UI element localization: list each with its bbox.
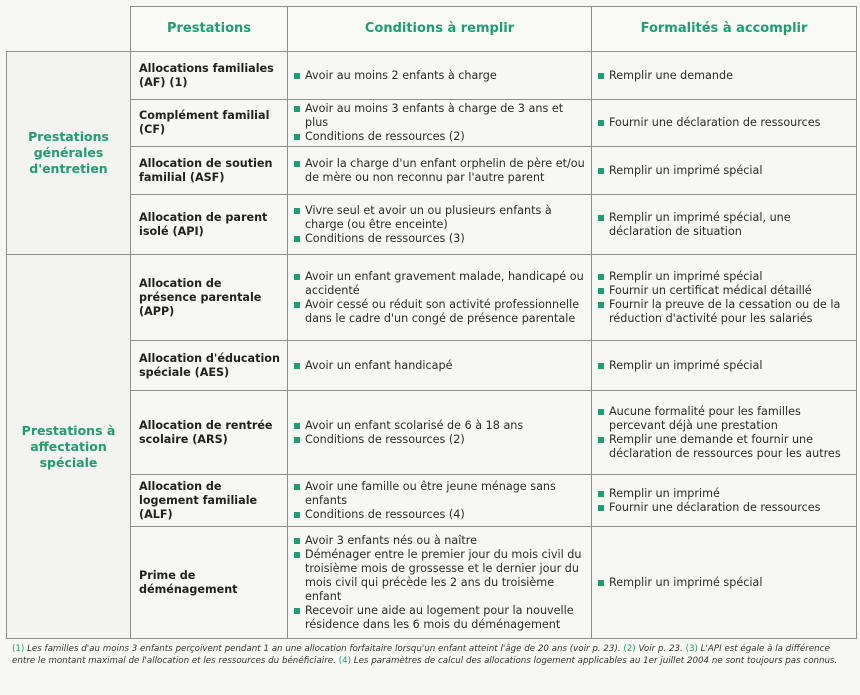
footnote-text: Les paramètres de calcul des allocations logement applicables au 1er juillet 2004 ne sont toujours pas connus. bbox=[353, 655, 838, 666]
list-item: Avoir un enfant gravement malade, handicapé ou accidenté bbox=[294, 270, 585, 298]
list-item: Conditions de ressources (2) bbox=[294, 433, 585, 447]
header-row bbox=[7, 7, 857, 52]
formalites-cell bbox=[592, 341, 857, 391]
bullet-square-icon bbox=[598, 73, 604, 79]
conditions-cell bbox=[288, 341, 592, 391]
list-item: Recevoir une aide au logement pour la nouvelle résidence dans les 6 mois du déménagement bbox=[294, 604, 585, 632]
bullet-square-icon bbox=[294, 106, 300, 112]
bullet-square-icon bbox=[294, 208, 300, 214]
bullet-square-icon bbox=[294, 302, 300, 308]
prestation-name: Allocation de présence parentale (APP) bbox=[131, 255, 288, 341]
conditions-cell bbox=[288, 52, 592, 100]
bullet-square-icon bbox=[598, 491, 604, 497]
list-item: Remplir un imprimé spécial bbox=[598, 576, 850, 590]
table-row bbox=[7, 147, 857, 195]
table-row bbox=[7, 100, 857, 147]
conditions-cell bbox=[288, 195, 592, 255]
list-item: Avoir au moins 3 enfants à charge de 3 ans et plus bbox=[294, 102, 585, 130]
bullet-square-icon bbox=[294, 274, 300, 280]
group-label-speciale: Prestations à affectation spéciale bbox=[7, 255, 131, 639]
bullet-square-icon bbox=[598, 302, 604, 308]
bullet-square-icon bbox=[294, 161, 300, 167]
list-item: Remplir une demande bbox=[598, 69, 850, 83]
footnote-text: Voir p. 23. bbox=[638, 644, 683, 654]
bullet-square-icon bbox=[294, 363, 300, 369]
prestation-name: Allocation d'éducation spéciale (AES) bbox=[131, 341, 288, 391]
formalites-cell bbox=[592, 475, 857, 527]
list-item: Remplir un imprimé spécial bbox=[598, 359, 850, 373]
list-item: Aucune formalité pour les familles percevant déjà une prestation bbox=[598, 405, 850, 433]
list-item: Remplir un imprimé bbox=[598, 487, 850, 501]
list-item: Avoir cessé ou réduit son activité professionnelle dans le cadre d'un congé de présence parentale bbox=[294, 298, 585, 326]
formalites-cell bbox=[592, 527, 857, 639]
bullet-square-icon bbox=[294, 512, 300, 518]
bullet-square-icon bbox=[598, 409, 604, 415]
formalites-cell bbox=[592, 391, 857, 475]
footnote-ref: (4) bbox=[338, 655, 351, 666]
bullet-square-icon bbox=[294, 552, 300, 558]
header-prestations: Prestations bbox=[131, 7, 288, 52]
formalites-cell bbox=[592, 52, 857, 100]
bullet-square-icon bbox=[294, 423, 300, 429]
conditions-cell bbox=[288, 391, 592, 475]
bullet-square-icon bbox=[598, 580, 604, 586]
footnotes bbox=[6, 644, 854, 667]
bullet-square-icon bbox=[294, 538, 300, 544]
header-conditions: Conditions à remplir bbox=[288, 7, 592, 52]
bullet-square-icon bbox=[598, 120, 604, 126]
bullet-square-icon bbox=[294, 484, 300, 490]
bullet-square-icon bbox=[598, 215, 604, 221]
list-item: Remplir un imprimé spécial, une déclaration de situation bbox=[598, 211, 850, 239]
list-item: Remplir un imprimé spécial bbox=[598, 164, 850, 178]
formalites-cell bbox=[592, 147, 857, 195]
footnote-ref: (1) bbox=[12, 644, 25, 654]
footnote-text: Les familles d'au moins 3 enfants perçoivent pendant 1 an une allocation forfaitaire lorsqu'un enfant atteint l'âge de 20 ans (voir p. 23). bbox=[27, 644, 621, 654]
prestation-name: Allocations familiales (AF) (1) bbox=[131, 52, 288, 100]
table-row bbox=[7, 391, 857, 475]
footnote-ref: (3) bbox=[685, 644, 698, 654]
table-row bbox=[7, 341, 857, 391]
table-row bbox=[7, 527, 857, 639]
header-blank-cell bbox=[7, 7, 131, 52]
list-item: Remplir un imprimé spécial bbox=[598, 270, 850, 284]
list-item: Avoir une famille ou être jeune ménage sans enfants bbox=[294, 480, 585, 508]
prestation-name: Allocation de logement familiale (ALF) bbox=[131, 475, 288, 527]
prestation-name: Allocation de rentrée scolaire (ARS) bbox=[131, 391, 288, 475]
conditions-cell bbox=[288, 527, 592, 639]
list-item: Fournir une déclaration de ressources bbox=[598, 501, 850, 515]
conditions-cell bbox=[288, 475, 592, 527]
bullet-square-icon bbox=[598, 363, 604, 369]
prestation-name: Allocation de soutien familial (ASF) bbox=[131, 147, 288, 195]
list-item: Avoir au moins 2 enfants à charge bbox=[294, 69, 585, 83]
prestations-table bbox=[6, 6, 857, 639]
list-item: Fournir une déclaration de ressources bbox=[598, 116, 850, 130]
formalites-cell bbox=[592, 195, 857, 255]
table-row bbox=[7, 195, 857, 255]
list-item: Vivre seul et avoir un ou plusieurs enfants à charge (ou être enceinte) bbox=[294, 204, 585, 232]
list-item: Avoir un enfant handicapé bbox=[294, 359, 585, 373]
list-item: Déménager entre le premier jour du mois civil du troisième mois de grossesse et le dernier jour du mois civil qui précède les 2 ans du troisième enfant bbox=[294, 548, 585, 604]
bullet-square-icon bbox=[294, 73, 300, 79]
list-item: Remplir une demande et fournir une déclaration de ressources pour les autres bbox=[598, 433, 850, 461]
list-item: Avoir un enfant scolarisé de 6 à 18 ans bbox=[294, 419, 585, 433]
header-formalites: Formalités à accomplir bbox=[592, 7, 857, 52]
footnote-ref: (2) bbox=[623, 644, 636, 654]
conditions-cell bbox=[288, 255, 592, 341]
conditions-cell bbox=[288, 100, 592, 147]
table-row bbox=[7, 255, 857, 341]
bullet-square-icon bbox=[598, 288, 604, 294]
prestation-name: Allocation de parent isolé (API) bbox=[131, 195, 288, 255]
bullet-square-icon bbox=[598, 274, 604, 280]
list-item: Conditions de ressources (4) bbox=[294, 508, 585, 522]
bullet-square-icon bbox=[598, 505, 604, 511]
list-item: Avoir 3 enfants nés ou à naître bbox=[294, 534, 585, 548]
list-item: Fournir un certificat médical détaillé bbox=[598, 284, 850, 298]
list-item: Fournir la preuve de la cessation ou de la réduction d'activité pour les salariés bbox=[598, 298, 850, 326]
list-item: Avoir la charge d'un enfant orphelin de père et/ou de mère ou non reconnu par l'autre parent bbox=[294, 157, 585, 185]
list-item: Conditions de ressources (3) bbox=[294, 232, 585, 246]
table-row bbox=[7, 52, 857, 100]
prestation-name: Prime de déménagement bbox=[131, 527, 288, 639]
prestation-name: Complément familial (CF) bbox=[131, 100, 288, 147]
footnote-text: L'API est égale à la différence entre le montant maximal de l'allocation et les ressources du bénéficiaire. bbox=[12, 644, 830, 666]
table-row bbox=[7, 475, 857, 527]
bullet-square-icon bbox=[294, 608, 300, 614]
bullet-square-icon bbox=[294, 134, 300, 140]
list-item: Conditions de ressources (2) bbox=[294, 130, 585, 144]
bullet-square-icon bbox=[294, 236, 300, 242]
conditions-cell bbox=[288, 147, 592, 195]
bullet-square-icon bbox=[294, 437, 300, 443]
prestations-page bbox=[6, 6, 856, 667]
bullet-square-icon bbox=[598, 437, 604, 443]
group-label-generales: Prestations générales d'entretien bbox=[7, 52, 131, 255]
formalites-cell bbox=[592, 255, 857, 341]
formalites-cell bbox=[592, 100, 857, 147]
bullet-square-icon bbox=[598, 168, 604, 174]
